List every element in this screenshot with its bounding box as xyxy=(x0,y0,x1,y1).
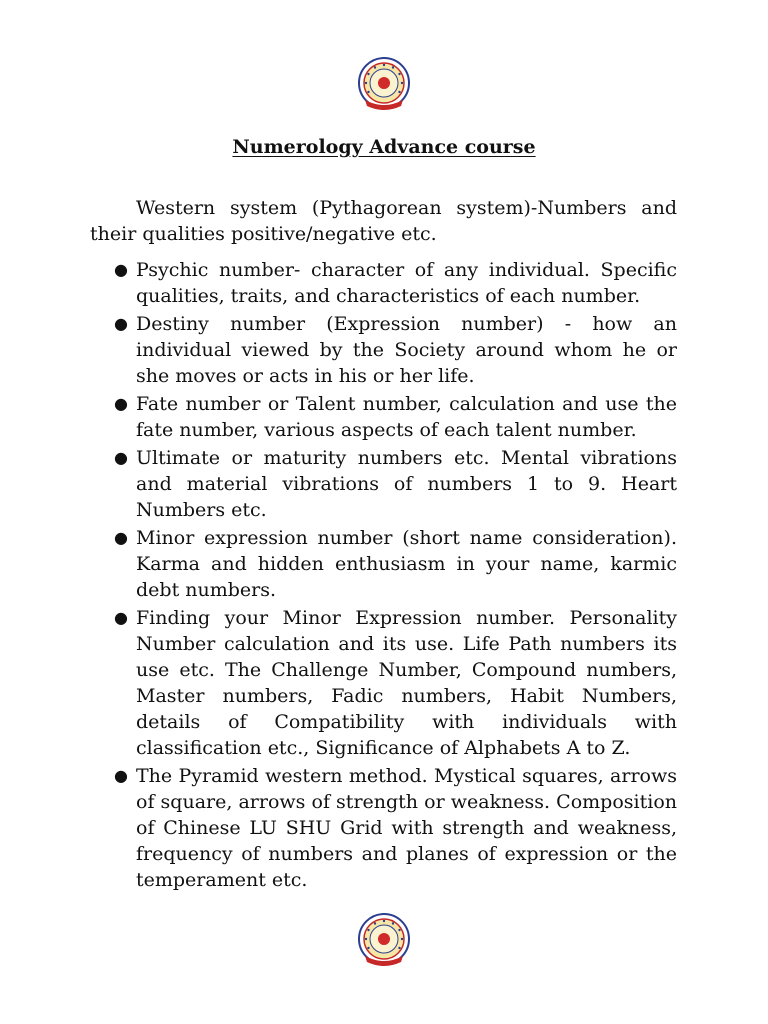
page-title: Numerology Advance course xyxy=(232,136,536,158)
list-item xyxy=(90,525,677,603)
institute-seal-icon xyxy=(355,56,413,114)
intro-paragraph: Western system (Pythagorean system)-Numbers and their qualities positive/negative etc. xyxy=(90,197,677,245)
list-item-text: Ultimate or maturity numbers etc. Mental vibrations and material vibrations of numbers 1 to 9. Heart Numbers etc. xyxy=(136,447,677,521)
bullet-icon: ● xyxy=(114,766,128,785)
bullet-icon: ● xyxy=(114,314,128,333)
list-item xyxy=(90,445,677,523)
list-item xyxy=(90,257,677,309)
list-item xyxy=(90,391,677,443)
topic-list xyxy=(90,257,677,895)
bullet-icon: ● xyxy=(114,528,128,547)
list-item-text: Psychic number- character of any individual. Specific qualities, traits, and characteristics of each number. xyxy=(136,259,677,307)
list-item-text: The Pyramid western method. Mystical squares, arrows of square, arrows of strength or weakness. Composition of Chinese LU SHU Grid with strength and weakness, frequency of numbers and planes of expression or the temperament etc. xyxy=(136,765,677,891)
list-item-text: Minor expression number (short name consideration). Karma and hidden enthusiasm in your name, karmic debt numbers. xyxy=(136,527,677,601)
list-item-text: Fate number or Talent number, calculation and use the fate number, various aspects of each talent number. xyxy=(136,393,677,441)
list-item xyxy=(90,763,677,893)
bullet-icon: ● xyxy=(114,608,128,627)
institute-seal-icon xyxy=(355,912,413,970)
bullet-icon: ● xyxy=(114,260,128,279)
list-item-text: Destiny number (Expression number) - how an individual viewed by the Society around whom he or she moves or acts in his or her life. xyxy=(136,313,677,387)
bullet-icon: ● xyxy=(114,448,128,467)
bullet-icon: ● xyxy=(114,394,128,413)
list-item xyxy=(90,311,677,389)
list-item-text: Finding your Minor Expression number. Personality Number calculation and its use. Life Path numbers its use etc. The Challenge Number, Compound numbers, Master numbers, Fadic numbers, Habit Numbers, details of Compatibility with individuals with classification etc., Significance of Alphabets A to Z. xyxy=(136,607,677,759)
list-item xyxy=(90,605,677,761)
